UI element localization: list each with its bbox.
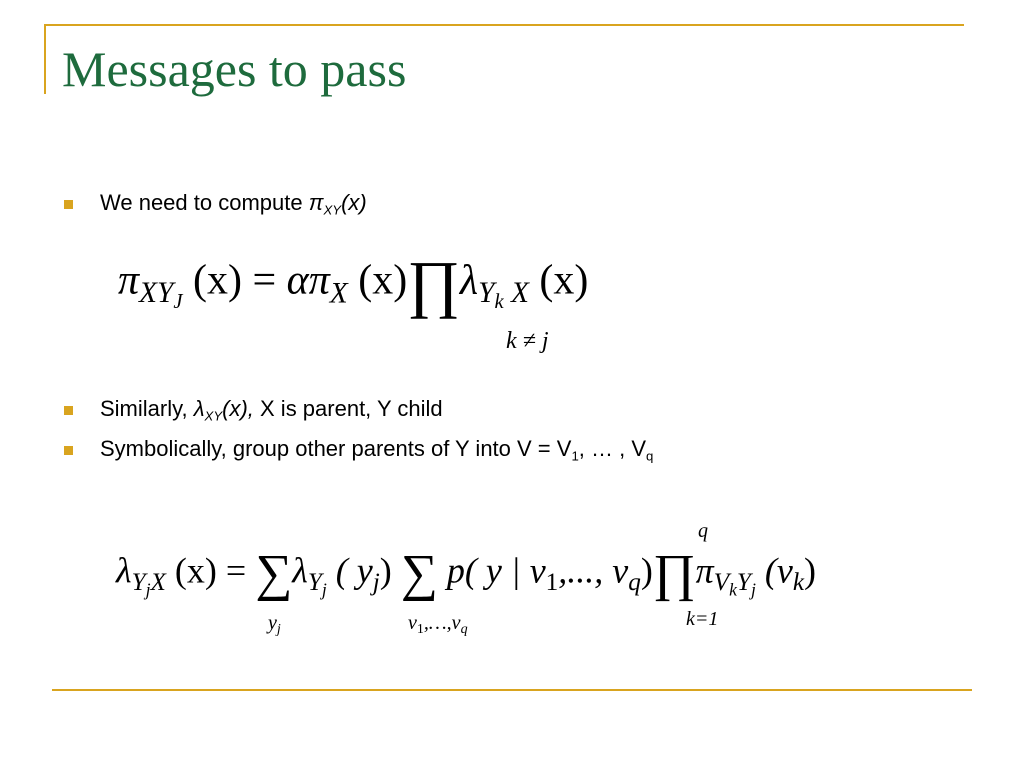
bullet-text-2: Similarly, $\lambda_{XY}(x)$, X is parent, Y child (100, 396, 443, 424)
frame-top-line (44, 24, 964, 26)
equation-lambda-message: $\lambda_{Y_jX}$ $(x) = \sum\lambda_{Y_j}$ ( $y_j$) ∑ p( y | $v_1$,..., $v_q)\prod\pi_{V_kY_j}$ $(v_k)$ (116, 545, 816, 602)
bullet-marker (64, 446, 73, 455)
equation-lambda-product-lower: k=1 (686, 608, 719, 630)
equation-pi-message: $\pi_{XY_J}$ $(x) = \alpha\pi_X$ $(x)\prod\lambda_{Y_k X}$ (x) (118, 248, 589, 319)
slide-title: Messages to pass (62, 41, 407, 97)
equation-lambda-sum-index-2: $v_1,\dots,v_q$ (408, 612, 468, 638)
frame-bottom-line (52, 689, 972, 691)
equation-lambda-product-upper: q (698, 520, 708, 542)
frame-left-line (44, 24, 46, 94)
bullet-marker (64, 200, 73, 209)
bullet-text-1: We need to compute $\pi_{XY}(x)$ (100, 190, 367, 218)
bullet-text-3: Symbolically, group other parents of Y into $V = V_1$, … , $V_q$ (100, 436, 654, 464)
equation-lambda-sum-index-1: $y_j$ (268, 612, 281, 638)
equation-pi-product-index: k ≠ j (506, 328, 549, 354)
bullet-marker (64, 406, 73, 415)
